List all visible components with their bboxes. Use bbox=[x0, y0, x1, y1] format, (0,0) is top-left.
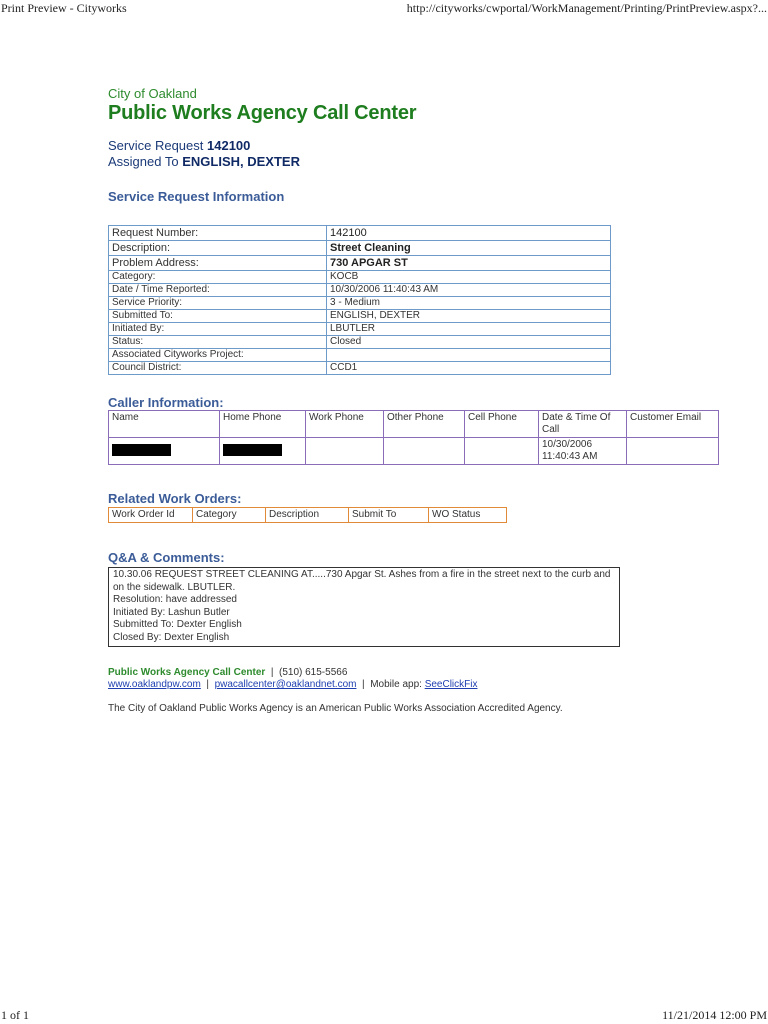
col-header: Category bbox=[193, 508, 266, 523]
print-datetime: 11/21/2014 12:00 PM bbox=[662, 1008, 767, 1022]
table-row bbox=[109, 323, 611, 336]
info-value: 10/30/2006 11:40:43 AM bbox=[327, 284, 611, 297]
website-link[interactable]: www.oaklandpw.com bbox=[108, 679, 201, 690]
col-header: Work Phone bbox=[306, 411, 384, 438]
table-row bbox=[109, 438, 719, 465]
table-row bbox=[109, 256, 611, 271]
info-value: 3 - Medium bbox=[327, 297, 611, 310]
comment-line: Initiated By: Lashun Butler bbox=[113, 606, 230, 618]
print-url: http://cityworks/cwportal/WorkManagement/Printing/PrintPreview.aspx?... bbox=[406, 1, 767, 15]
info-label: Service Priority: bbox=[109, 297, 327, 310]
print-title: Print Preview - Cityworks bbox=[1, 1, 127, 15]
service-request-line bbox=[108, 138, 628, 153]
qa-title: Q&A & Comments: bbox=[108, 550, 225, 565]
table-row bbox=[109, 336, 611, 349]
separator: | bbox=[270, 667, 274, 678]
info-value: KOCB bbox=[327, 271, 611, 284]
work-orders-table bbox=[108, 507, 507, 523]
info-label: Request Number: bbox=[109, 226, 327, 241]
info-label: Category: bbox=[109, 271, 327, 284]
qa-comments-box bbox=[108, 567, 620, 647]
col-header: Customer Email bbox=[627, 411, 719, 438]
col-header: Submit To bbox=[349, 508, 429, 523]
info-label: Submitted To: bbox=[109, 310, 327, 323]
call-time: 11:40:43 AM bbox=[542, 451, 598, 462]
page-count: 1 of 1 bbox=[1, 1008, 29, 1022]
table-row bbox=[109, 297, 611, 310]
info-value: Street Cleaning bbox=[327, 241, 611, 256]
agency-title: Public Works Agency Call Center bbox=[108, 102, 417, 124]
assigned-name: ENGLISH, DEXTER bbox=[182, 154, 300, 169]
print-header bbox=[0, 0, 768, 16]
redaction-bar bbox=[112, 444, 171, 456]
caller-info-title: Caller Information: bbox=[108, 395, 224, 410]
sr-label: Service Request bbox=[108, 138, 204, 153]
mobile-app-label: Mobile app: bbox=[370, 679, 422, 690]
work-phone-cell bbox=[306, 438, 384, 465]
city-name: City of Oakland bbox=[108, 86, 197, 101]
sr-number: 142100 bbox=[207, 138, 251, 153]
info-value bbox=[327, 349, 611, 362]
info-label: Status: bbox=[109, 336, 327, 349]
work-orders-title: Related Work Orders: bbox=[108, 491, 242, 506]
print-footer bbox=[0, 1006, 768, 1024]
comment-line: 10.30.06 REQUEST STREET CLEANING AT.....730 Apgar St. Ashes from a fire in the street next to the curb and on the sidewalk. LBUTLER. bbox=[113, 569, 611, 593]
info-label: Associated Cityworks Project: bbox=[109, 349, 327, 362]
col-header: WO Status bbox=[429, 508, 507, 523]
info-label: Date / Time Reported: bbox=[109, 284, 327, 297]
links-line bbox=[108, 679, 563, 691]
comment-line: Submitted To: Dexter English bbox=[113, 619, 242, 630]
footer-phone: (510) 615-5566 bbox=[279, 667, 348, 678]
info-label: Initiated By: bbox=[109, 323, 327, 336]
col-header: Date & Time Of Call bbox=[539, 411, 627, 438]
table-row bbox=[109, 271, 611, 284]
home-phone-redacted bbox=[220, 438, 306, 465]
document-footer bbox=[108, 667, 563, 715]
service-request-info-table bbox=[108, 225, 611, 375]
redaction-bar bbox=[223, 444, 282, 456]
document-header bbox=[108, 86, 628, 204]
caller-name-redacted bbox=[109, 438, 220, 465]
assigned-label: Assigned To bbox=[108, 154, 179, 169]
separator: | bbox=[206, 679, 209, 690]
info-label: Description: bbox=[109, 241, 327, 256]
col-header: Home Phone bbox=[220, 411, 306, 438]
col-header: Work Order Id bbox=[109, 508, 193, 523]
info-label: Council District: bbox=[109, 362, 327, 375]
separator: | bbox=[362, 679, 365, 690]
call-datetime-cell bbox=[539, 438, 627, 465]
table-row bbox=[109, 349, 611, 362]
comment-line: Closed By: Dexter English bbox=[113, 631, 230, 643]
mobile-app-link[interactable]: SeeClickFix bbox=[424, 679, 478, 690]
info-value: CCD1 bbox=[327, 362, 611, 375]
customer-email-cell bbox=[627, 438, 719, 465]
table-header-row bbox=[109, 508, 507, 523]
info-value: 142100 bbox=[327, 226, 611, 241]
table-row bbox=[109, 226, 611, 241]
email-link[interactable]: pwacallcenter@oaklandnet.com bbox=[214, 679, 357, 690]
assigned-line bbox=[108, 154, 628, 169]
call-date: 10/30/2006 bbox=[542, 439, 593, 450]
col-header: Description bbox=[266, 508, 349, 523]
accreditation-text: The City of Oakland Public Works Agency is an American Public Works Association Accredited Agency. bbox=[108, 703, 563, 714]
info-value: Closed bbox=[327, 336, 611, 349]
info-label: Problem Address: bbox=[109, 256, 327, 271]
comment-line: Resolution: have addressed bbox=[113, 594, 237, 605]
table-row bbox=[109, 362, 611, 375]
other-phone-cell bbox=[384, 438, 465, 465]
info-value: LBUTLER bbox=[327, 323, 611, 336]
footer-call-center: Public Works Agency Call Center bbox=[108, 667, 266, 678]
col-header: Name bbox=[109, 411, 220, 438]
sr-info-title: Service Request Information bbox=[108, 189, 285, 204]
info-value: 730 APGAR ST bbox=[327, 256, 611, 271]
contact-line bbox=[108, 667, 563, 679]
info-value: ENGLISH, DEXTER bbox=[327, 310, 611, 323]
table-header-row bbox=[109, 411, 719, 438]
table-row bbox=[109, 241, 611, 256]
col-header: Cell Phone bbox=[465, 411, 539, 438]
caller-info-table bbox=[108, 410, 719, 465]
col-header: Other Phone bbox=[384, 411, 465, 438]
cell-phone-cell bbox=[465, 438, 539, 465]
table-row bbox=[109, 310, 611, 323]
table-row bbox=[109, 284, 611, 297]
